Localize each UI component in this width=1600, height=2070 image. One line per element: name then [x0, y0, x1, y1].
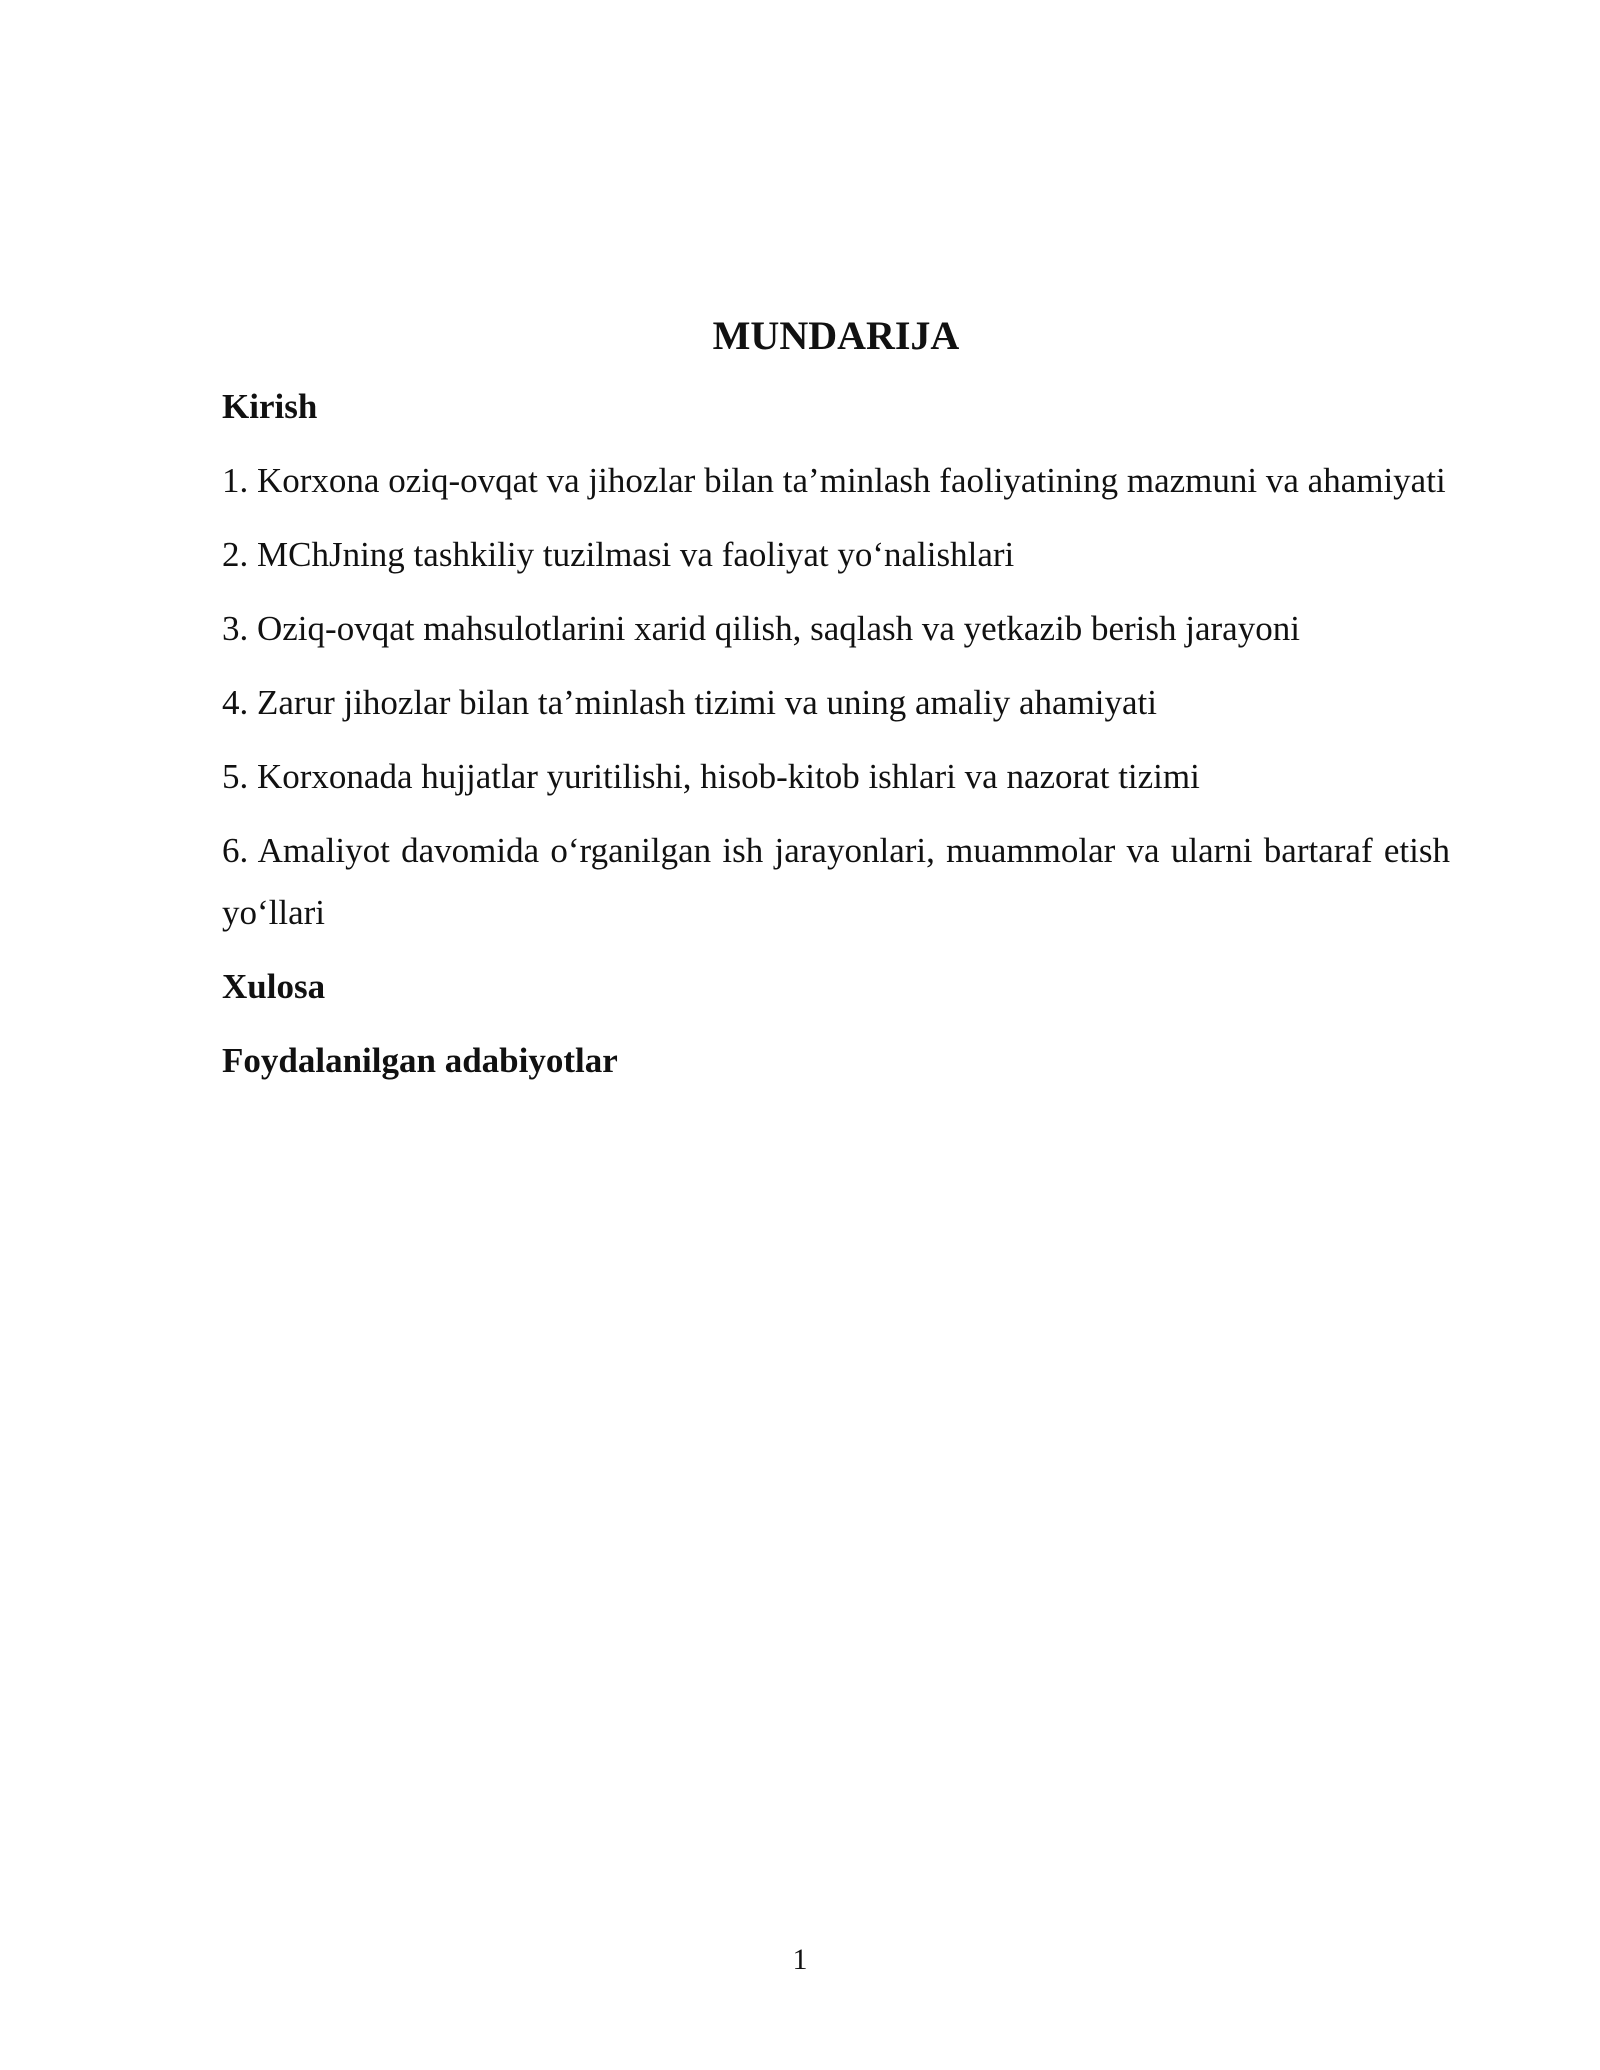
- table-of-contents: [222, 308, 1450, 1104]
- toc-entry-6: 6. Amaliyot davomida o‘rganilgan ish jarayonlari, muammolar va ularni bartaraf etish yo‘llari: [222, 831, 1450, 932]
- toc-entry-2: 2. MChJning tashkiliy tuzilmasi va faoliyat yo‘nalishlari: [222, 535, 1015, 574]
- page-title: MUNDARIJA: [712, 313, 960, 358]
- page-number: 1: [792, 1943, 808, 1976]
- toc-entry-conclusion: Xulosa: [222, 967, 326, 1006]
- toc-entry-references: Foydalanilgan adabiyotlar: [222, 1041, 618, 1080]
- toc-entry-4: 4. Zarur jihozlar bilan ta’minlash tizimi va uning amaliy ahamiyati: [222, 683, 1158, 722]
- toc-entry-3: 3. Oziq-ovqat mahsulotlarini xarid qilish, saqlash va yetkazib berish jarayoni: [222, 609, 1300, 648]
- toc-entry-1: 1. Korxona oziq-ovqat va jihozlar bilan ta’minlash faoliyatining mazmuni va ahamiyati: [222, 461, 1446, 500]
- toc-entry-introduction: Kirish: [222, 387, 318, 426]
- toc-entry-5: 5. Korxonada hujjatlar yuritilishi, hisob-kitob ishlari va nazorat tizimi: [222, 757, 1200, 796]
